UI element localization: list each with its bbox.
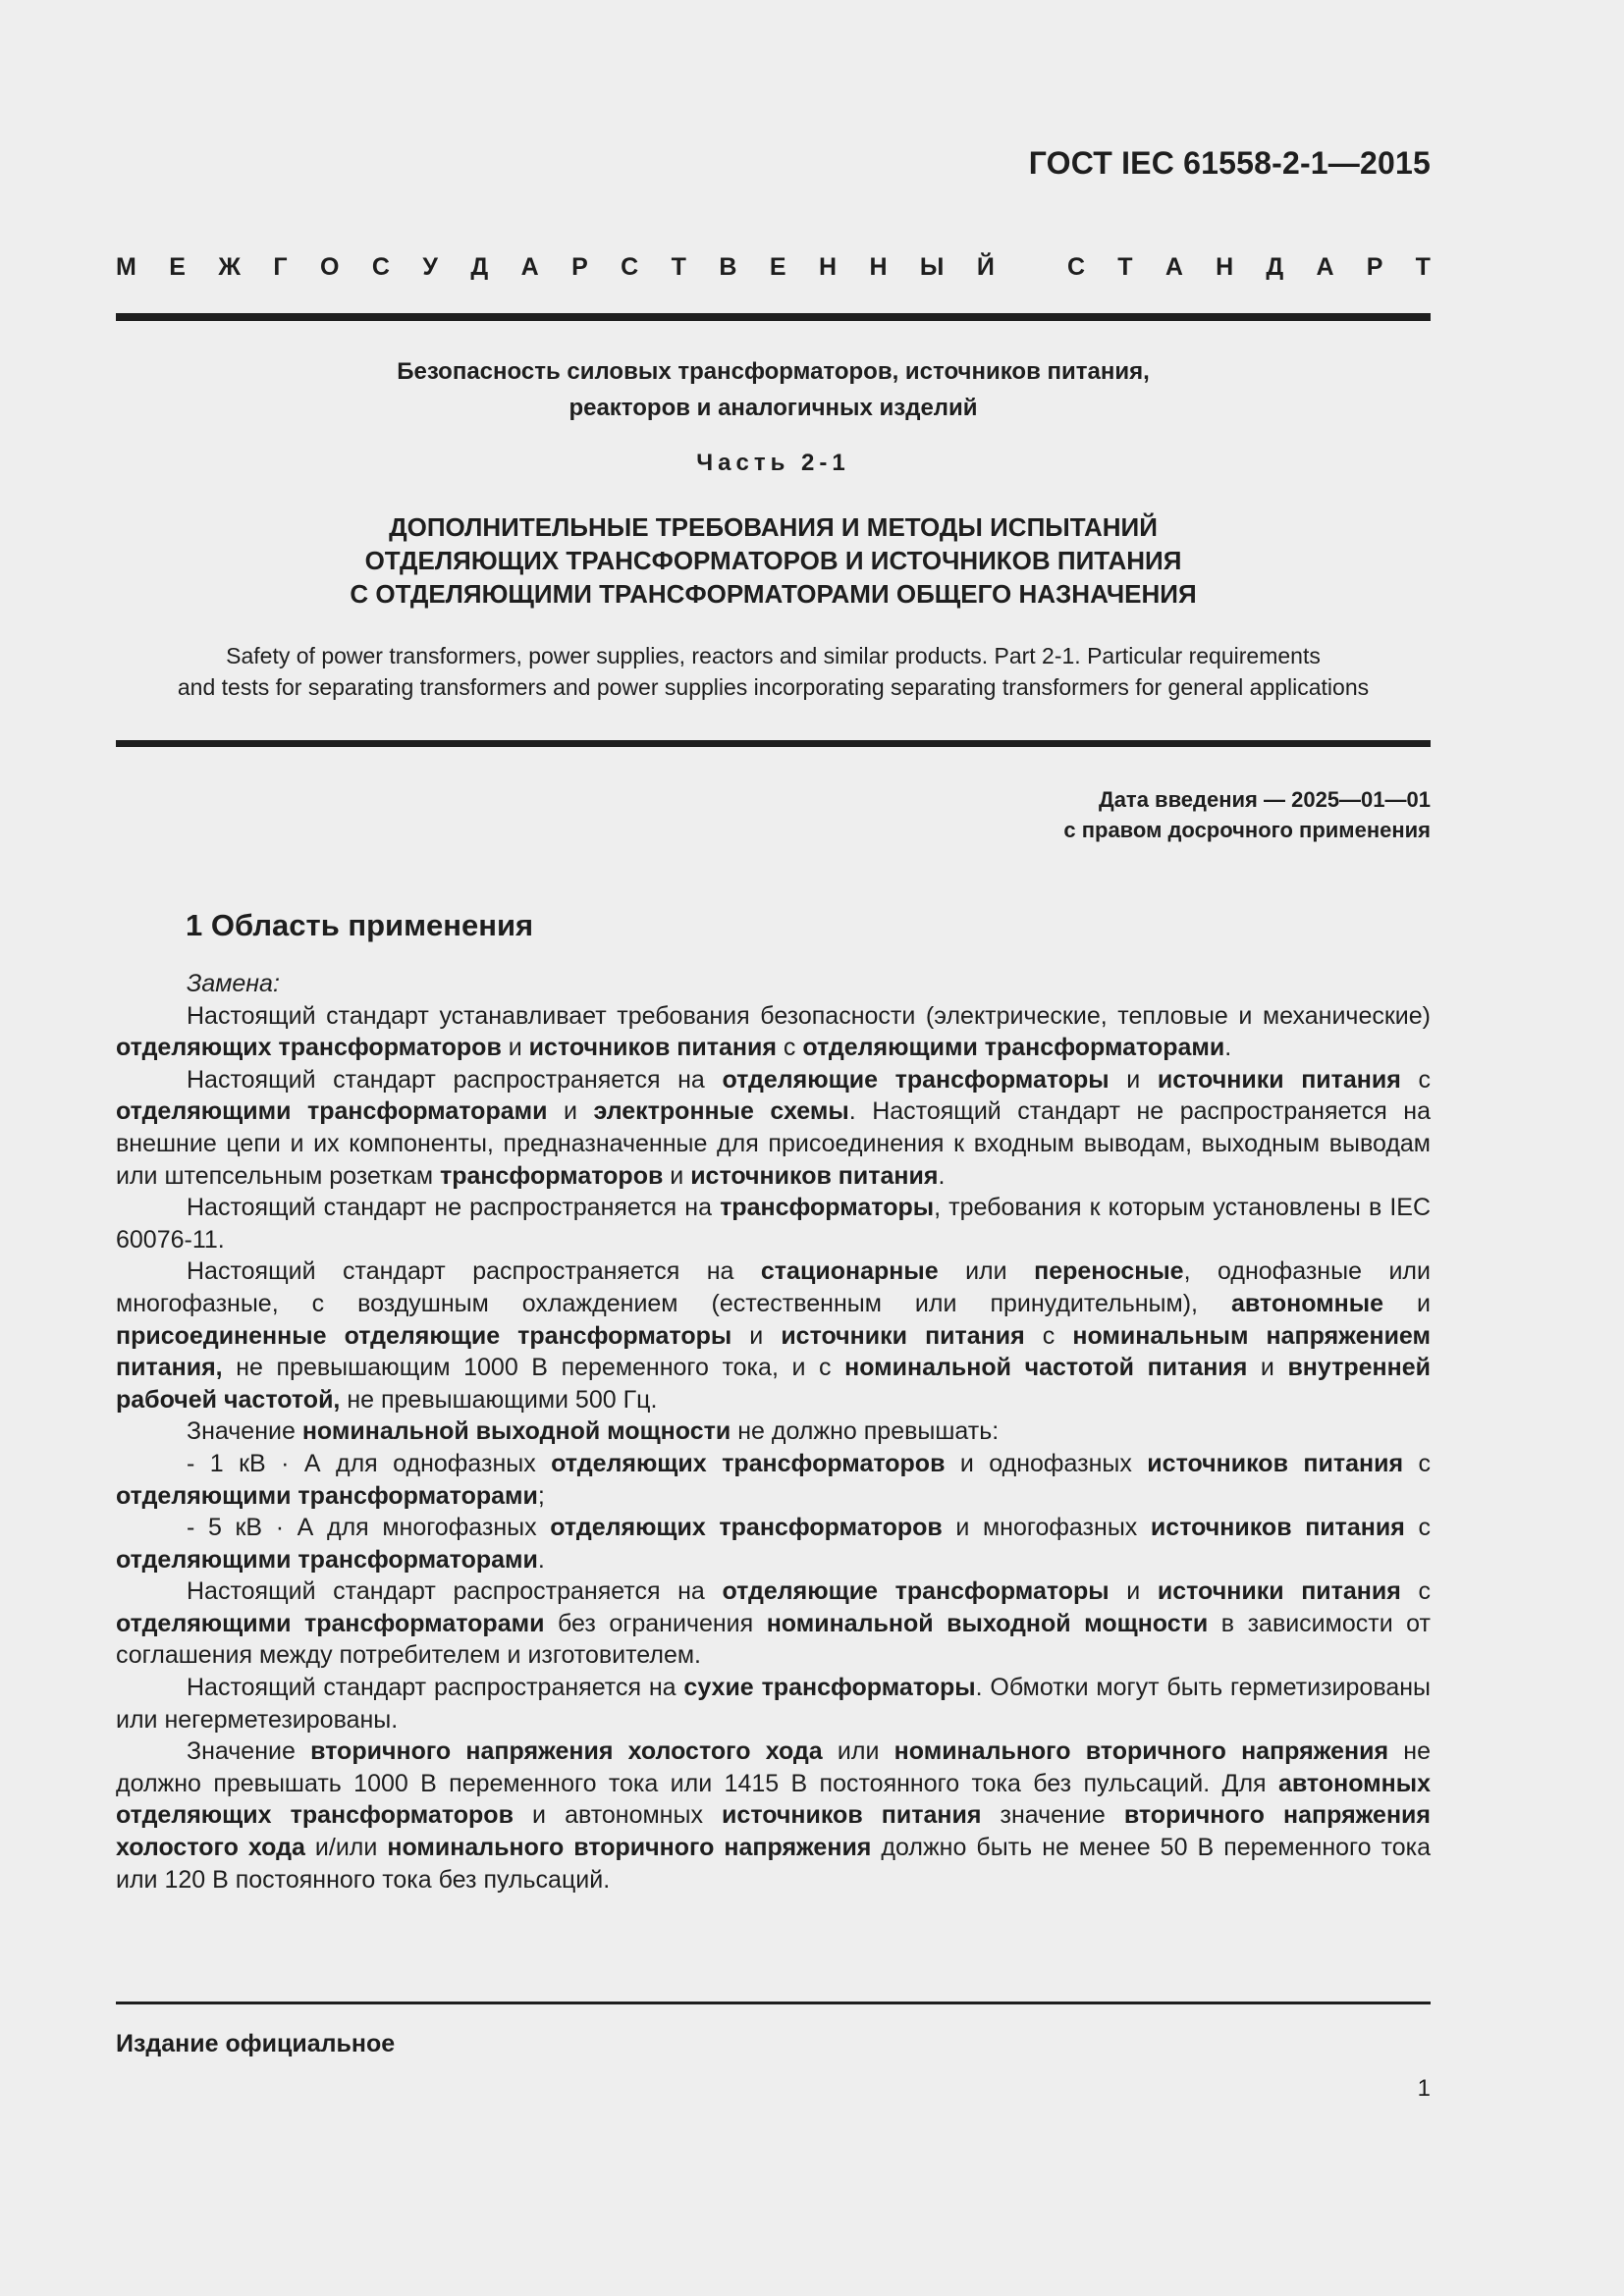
term-bold: отделяющими трансформаторами xyxy=(116,1545,538,1574)
body-paragraph xyxy=(116,1192,1431,1255)
term-bold: источников питания xyxy=(722,1801,982,1830)
term-bold: отделяющих трансформаторов xyxy=(116,1034,502,1062)
subtitle-line-3: С ОТДЕЛЯЮЩИМИ ТРАНСФОРМАТОРАМИ ОБЩЕГО НАЗНАЧЕНИЯ xyxy=(350,579,1197,609)
standard-type-heading xyxy=(116,253,1431,282)
text-run: . Настоящий стандарт не распространяется на внешние цепи и их компоненты, предназначенные для присоединения к входным выводам, выходным выводам или штепсельным розеткам xyxy=(116,1097,1431,1190)
text-run: . xyxy=(938,1161,946,1190)
text-run: с xyxy=(1404,1514,1432,1542)
subtitle-line-1: ДОПОЛНИТЕЛЬНЫЕ ТРЕБОВАНИЯ И МЕТОДЫ ИСПЫТАНИЙ xyxy=(389,512,1158,542)
text-run: не должно превышать: xyxy=(731,1417,1000,1446)
heading-letter: С xyxy=(1067,253,1086,281)
body-paragraph xyxy=(116,1512,1431,1575)
text-run: значение xyxy=(981,1801,1124,1830)
standard-type-word-2 xyxy=(1067,253,1431,282)
standard-type-word-1 xyxy=(116,253,995,282)
term-bold: отделяющих трансформаторов xyxy=(551,1449,946,1477)
text-run: или xyxy=(938,1257,1035,1286)
text-run: - 5 кВ · А для многофазных xyxy=(187,1514,551,1542)
term-bold: трансформаторы xyxy=(720,1194,935,1222)
introduction-date xyxy=(1063,784,1431,845)
replacement-label: Замена: xyxy=(187,970,280,997)
heading-letter: Е xyxy=(769,253,786,281)
text-run: Настоящий стандарт распространяется на xyxy=(187,1577,723,1606)
term-bold: номинальной выходной мощности xyxy=(766,1609,1209,1637)
text-run: Значение xyxy=(187,1417,302,1446)
heading-letter: Н xyxy=(869,253,888,281)
text-run: Настоящий стандарт не распространяется на xyxy=(187,1194,721,1222)
text-run: Настоящий стандарт распространяется на xyxy=(187,1065,723,1094)
term-bold: электронные схемы xyxy=(593,1097,849,1126)
term-bold: отделяющими трансформаторами xyxy=(802,1034,1225,1062)
term-bold: источников питания xyxy=(528,1034,777,1062)
text-run: Настоящий стандарт распространяется на xyxy=(187,1257,761,1286)
heading-letter: Д xyxy=(1266,253,1284,281)
title-english-line-2: and tests for separating transformers and power supplies incorporating separating transformers for general applications xyxy=(177,674,1370,700)
term-bold: номинального вторичного напряжения xyxy=(893,1737,1389,1766)
text-run: . Обмотки могут быть герметизированы или негерметезированы. xyxy=(116,1674,1431,1734)
term-bold: автономных отделяющих трансформаторов xyxy=(116,1769,1431,1830)
body-paragraph xyxy=(116,1064,1431,1192)
term-bold: источников питания xyxy=(1147,1449,1404,1477)
footer-rule xyxy=(116,2002,1431,2004)
term-bold: отделяющие трансформаторы xyxy=(722,1065,1110,1094)
text-run: не превышающим 1000 В переменного тока, и с xyxy=(222,1354,845,1382)
text-run: ; xyxy=(537,1481,545,1510)
heading-letter: С xyxy=(371,253,390,281)
text-run: и xyxy=(1247,1354,1288,1382)
term-bold: источников питания xyxy=(690,1161,939,1190)
text-run: с xyxy=(1400,1065,1431,1094)
top-rule xyxy=(116,313,1431,321)
body-paragraph xyxy=(116,1415,1431,1448)
term-bold: стационарные xyxy=(760,1257,939,1286)
term-bold: отделяющие трансформаторы xyxy=(722,1577,1110,1606)
document-code: ГОСТ IEC 61558-2-1—2015 xyxy=(1028,145,1431,181)
heading-letter: Н xyxy=(818,253,838,281)
text-run: с xyxy=(1024,1321,1073,1350)
text-run: должно быть не менее 50 В переменного тока или 120 В постоянного тока без пульсаций. xyxy=(116,1834,1432,1894)
heading-letter: Р xyxy=(1366,253,1383,281)
part-label: Часть 2-1 xyxy=(696,450,850,476)
text-run: без ограничения xyxy=(544,1609,767,1637)
heading-letter: О xyxy=(320,253,340,281)
heading-letter: Д xyxy=(470,253,489,281)
official-edition-label: Издание официальное xyxy=(116,2030,396,2057)
heading-letter: У xyxy=(422,253,438,281)
subtitle-russian xyxy=(116,510,1431,611)
text-run: , требования к которым установлены в IEC 60076-11. xyxy=(116,1194,1431,1254)
heading-letter: А xyxy=(1164,253,1183,281)
heading-letter: А xyxy=(520,253,539,281)
text-run: не превышающими 500 Гц. xyxy=(340,1385,658,1414)
term-bold: отделяющих трансформаторов xyxy=(550,1514,943,1542)
term-bold: источников питания xyxy=(1150,1514,1405,1542)
text-run: - 1 кВ · А для однофазных xyxy=(187,1449,552,1477)
text-run: или xyxy=(822,1737,894,1766)
text-run: и xyxy=(501,1034,529,1062)
text-run: с xyxy=(776,1034,803,1062)
text-run: и многофазных xyxy=(942,1514,1151,1542)
body-paragraph xyxy=(116,1448,1431,1512)
text-run: и xyxy=(1109,1577,1158,1606)
term-bold: переносные xyxy=(1034,1257,1184,1286)
heading-letter: Т xyxy=(671,253,686,281)
text-run: и xyxy=(547,1097,594,1126)
body-paragraph xyxy=(116,1735,1431,1896)
term-bold: вторичного напряжения холостого хода xyxy=(310,1737,823,1766)
term-bold: присоединенные отделяющие трансформаторы xyxy=(116,1321,732,1350)
term-bold: источники питания xyxy=(1157,1577,1401,1606)
text-run: и xyxy=(1109,1065,1158,1094)
heading-letter: Г xyxy=(273,253,288,281)
early-application-line: с правом досрочного применения xyxy=(1063,818,1431,842)
term-bold: отделяющими трансформаторами xyxy=(116,1097,548,1126)
title-english xyxy=(116,640,1431,703)
term-bold: отделяющими трансформаторами xyxy=(116,1481,538,1510)
title-russian-line-2: реакторов и аналогичных изделий xyxy=(568,395,978,421)
heading-letter: В xyxy=(719,253,737,281)
term-bold: номинальной выходной мощности xyxy=(301,1417,731,1446)
term-bold: источники питания xyxy=(1157,1065,1401,1094)
introduction-date-line: Дата введения — 2025—01—01 xyxy=(1099,787,1431,812)
text-run: Настоящий стандарт устанавливает требования безопасности (электрические, тепловые и механические) xyxy=(187,1001,1431,1030)
term-bold: трансформаторов xyxy=(439,1161,664,1190)
term-bold: источники питания xyxy=(781,1321,1025,1350)
text-run: , однофазные или многофазные, с воздушным охлаждением (естественным или принудительным), xyxy=(116,1257,1431,1317)
text-run: и/или xyxy=(304,1834,388,1862)
section-title: 1 Область применения xyxy=(186,908,534,942)
term-bold: отделяющими трансформаторами xyxy=(116,1609,545,1637)
heading-letter: Ы xyxy=(919,253,945,281)
text-run: . xyxy=(1224,1034,1232,1062)
body-paragraph xyxy=(116,1575,1431,1672)
text-run: с xyxy=(1403,1449,1431,1477)
body-paragraph xyxy=(116,1000,1431,1064)
text-run: в зависимости от соглашения между потребителем и изготовителем. xyxy=(116,1609,1431,1670)
body-paragraph xyxy=(116,1672,1431,1735)
heading-letter: Ж xyxy=(218,253,241,281)
heading-letter: Р xyxy=(571,253,588,281)
document-body xyxy=(116,968,1431,1896)
heading-letter: М xyxy=(116,253,136,281)
heading-letter: А xyxy=(1316,253,1334,281)
heading-letter: Т xyxy=(1117,253,1133,281)
heading-letter: С xyxy=(621,253,639,281)
title-russian xyxy=(116,353,1431,426)
text-run: Значение xyxy=(187,1737,311,1766)
subtitle-line-2: ОТДЕЛЯЮЩИХ ТРАНСФОРМАТОРОВ И ИСТОЧНИКОВ ПИТАНИЯ xyxy=(364,546,1182,575)
text-run: с xyxy=(1400,1577,1431,1606)
text-run: и однофазных xyxy=(945,1449,1148,1477)
title-english-line-1: Safety of power transformers, power supplies, reactors and similar products. Part 2-1. Particular requirements xyxy=(226,643,1321,668)
text-run: Настоящий стандарт распространяется на xyxy=(187,1674,684,1702)
replacement-note xyxy=(116,968,1431,1000)
text-run: и xyxy=(1383,1289,1431,1317)
term-bold: вторичного напряжения холостого хода xyxy=(116,1801,1432,1862)
term-bold: автономные xyxy=(1230,1289,1384,1317)
text-run: . xyxy=(537,1545,545,1574)
text-run: и xyxy=(663,1161,691,1190)
heading-letter: Й xyxy=(976,253,995,281)
title-russian-line-1: Безопасность силовых трансформаторов, источников питания, xyxy=(397,358,1150,385)
text-run: не должно превышать 1000 В переменного тока или 1415 В постоянного тока без пульсаций. Для xyxy=(116,1737,1432,1797)
term-bold: номинальным напряжением питания, xyxy=(116,1321,1432,1382)
term-bold: номинальной частотой питания xyxy=(844,1354,1248,1382)
text-run: и xyxy=(731,1321,782,1350)
term-bold: сухие трансформаторы xyxy=(683,1674,976,1702)
heading-letter: Н xyxy=(1216,253,1234,281)
term-bold: внутренней рабочей частотой, xyxy=(116,1354,1432,1414)
term-bold: номинального вторичного напряжения xyxy=(387,1834,872,1862)
title-bottom-rule xyxy=(116,740,1431,747)
text-run: и автономных xyxy=(513,1801,723,1830)
heading-letter: Т xyxy=(1415,253,1431,281)
body-paragraph xyxy=(116,1255,1431,1415)
heading-letter: Е xyxy=(169,253,186,281)
page-number: 1 xyxy=(1417,2075,1431,2102)
